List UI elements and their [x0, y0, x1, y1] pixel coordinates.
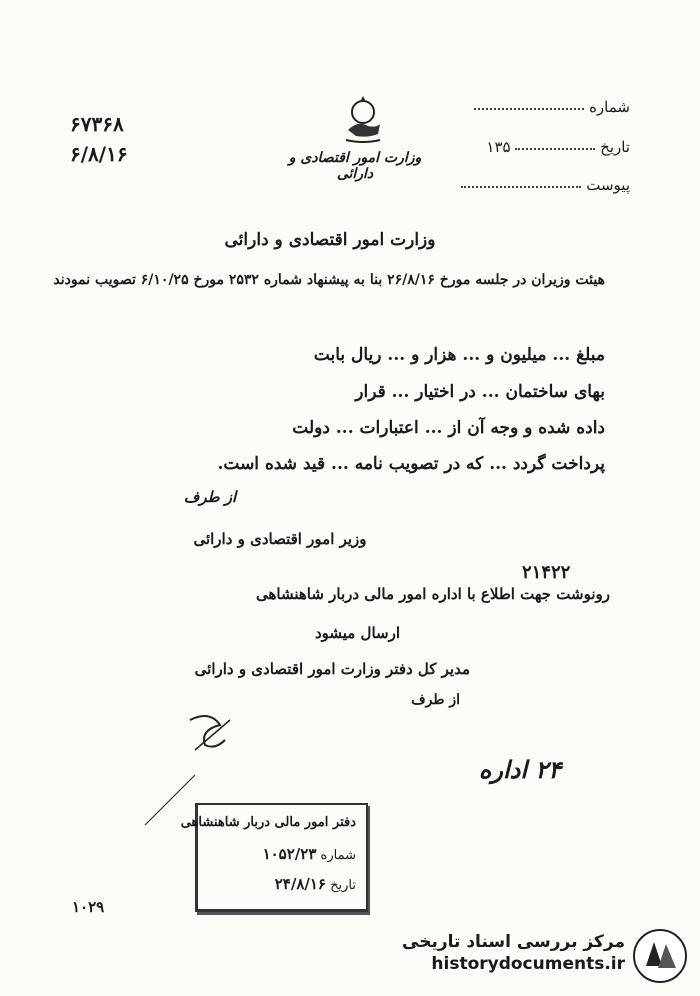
date-dots [515, 147, 595, 150]
stamp-number-label: شماره [320, 848, 356, 863]
number-dots [474, 107, 584, 110]
stamp-number-row [206, 845, 356, 863]
number-label: شماره [589, 98, 630, 116]
attachment-label: پیوست [586, 176, 630, 194]
office-stamp [180, 803, 368, 912]
bottom-left-code: ۱۰۲۹ [72, 898, 105, 916]
handwritten-note: ۲۴ اداره [478, 755, 562, 784]
stamp-number-value: ۱۰۵۲/۲۳ [262, 845, 317, 863]
body-line: پرداخت گردد ... که در تصویب نامه ... قید شده است. [217, 454, 605, 474]
lion-and-sun-emblem [338, 90, 388, 150]
body-line: داده شده و وجه آن از ... اعتبارات ... دولت [292, 418, 605, 438]
number-field [460, 98, 630, 116]
top-left-number: ۶۷۳۶۸ [70, 112, 124, 136]
ref-number: ۲۱۴۲۲ [522, 562, 571, 583]
body-line: بهای ساختمان ... در اختیار ... قرار [355, 382, 605, 402]
body-line: مبلغ ... میلیون و ... هزار و ... ریال بابت [313, 345, 605, 365]
signatory: وزیر امور اقتصادی و دارائی [193, 530, 367, 548]
watermark-title: مرکز بررسی اسناد تاریخی [402, 932, 625, 952]
signature-title: از طرف [183, 488, 237, 506]
date-field [390, 138, 630, 156]
top-left-date: ۶/۸/۱۶ [70, 142, 128, 166]
watermark-url: historydocuments.ir [431, 954, 625, 974]
director-text: مدیر کل دفتر وزارت امور اقتصادی و دارائی [194, 660, 470, 678]
stamp-date-value: ۲۴/۸/۱۶ [274, 875, 326, 893]
stamp-date-row [206, 875, 356, 893]
stamp-date-label: تاریخ [330, 878, 356, 893]
date-prefix: ۱۳۵ [486, 138, 511, 156]
handwritten-signature-mark [180, 700, 240, 760]
cc-text: رونوشت جهت اطلاع با اداره امور مالی دربار شاهنشاهی [256, 585, 610, 603]
date-label: تاریخ [600, 138, 630, 156]
attachment-field [430, 176, 630, 194]
addressee: وزارت امور اقتصادی و دارائی [224, 230, 436, 250]
attachment-dots [461, 185, 581, 188]
stamp-office: دفتر امور مالی دربار شاهنشاهی [180, 815, 356, 830]
ministry-name: وزارت امور اقتصادی و دارائی [288, 150, 422, 182]
body-line: هیئت وزیران در جلسه مورخ ۲۶/۸/۱۶ بنا به پیشنهاد شماره ۲۵۳۲ مورخ ۶/۱۰/۲۵ تصویب نمودند [53, 272, 605, 288]
ref-signature-label: از طرف [411, 692, 460, 708]
sent-text: ارسال میشود [314, 624, 400, 642]
watermark-logo-icon [632, 928, 688, 984]
